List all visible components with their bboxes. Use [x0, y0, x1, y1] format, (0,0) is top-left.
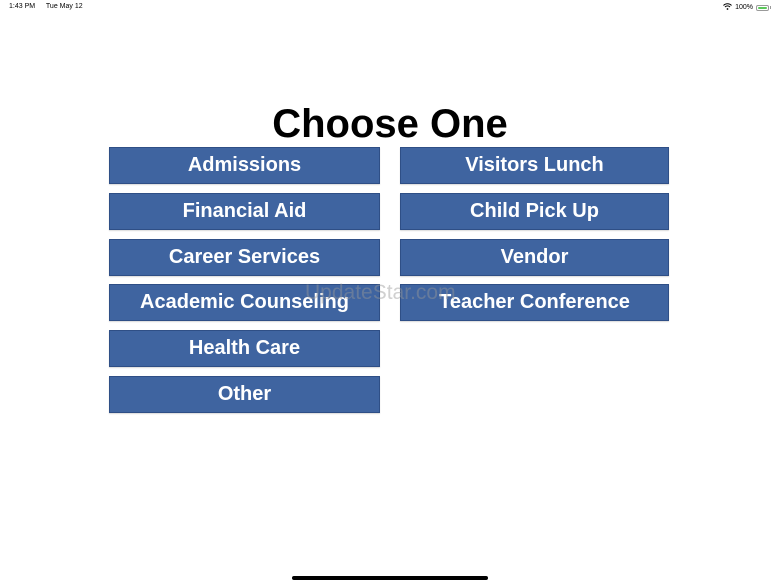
vendor-button[interactable]: Vendor	[400, 239, 669, 276]
status-date: Tue May 12	[45, 3, 83, 10]
status-right	[723, 3, 771, 12]
wifi-icon	[723, 3, 732, 12]
admissions-button[interactable]: Admissions	[109, 147, 380, 184]
home-indicator[interactable]	[292, 576, 488, 580]
battery-tip	[770, 6, 771, 9]
status-time: 1:43 PM	[9, 3, 36, 10]
academic-counseling-button[interactable]: Academic Counseling	[109, 284, 380, 321]
visitors-lunch-button[interactable]: Visitors Lunch	[400, 147, 669, 184]
page-title: Choose One	[272, 102, 508, 146]
career-services-button[interactable]: Career Services	[109, 239, 380, 276]
financial-aid-button[interactable]: Financial Aid	[109, 193, 380, 230]
battery-fill	[758, 7, 767, 9]
status-bar	[0, 0, 780, 14]
other-button[interactable]: Other	[109, 376, 380, 413]
status-left	[9, 3, 92, 10]
health-care-button[interactable]: Health Care	[109, 330, 380, 367]
battery-percent: 100%	[735, 4, 753, 11]
battery-icon	[756, 5, 769, 11]
teacher-conference-button[interactable]: Teacher Conference	[400, 284, 669, 321]
watermark-text: UpdateStar.com	[305, 281, 456, 304]
child-pick-up-button[interactable]: Child Pick Up	[400, 193, 669, 230]
